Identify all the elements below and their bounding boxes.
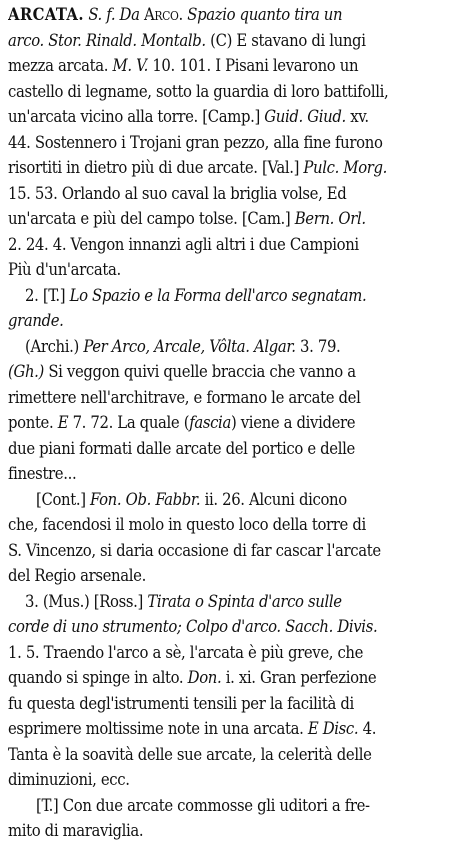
text-segment: fu questa degl'istrumenti tensili per la facilità di — [8, 693, 354, 713]
text-line — [8, 461, 463, 487]
text-line — [8, 104, 463, 130]
text-line — [8, 155, 463, 181]
text-segment: un'arcata vicino alla torre. [Camp.] — [8, 107, 265, 126]
text-segment: 44. Sostennero i Trojani gran pezzo, alla fine furono — [8, 132, 383, 152]
text-line — [8, 665, 463, 691]
text-segment: castello di legname, sotto la guardia di loro battifolli, — [8, 81, 389, 101]
text-line — [8, 181, 463, 207]
text-segment: Don. — [187, 668, 222, 687]
text-segment: risortiti in dietro più di due arcate. [Val.] — [8, 158, 304, 177]
text-line — [8, 385, 463, 411]
text-line — [8, 53, 463, 79]
text-segment: diminuzioni, ecc. — [8, 770, 130, 789]
text-segment: quando si spinge in alto. — [8, 668, 188, 687]
text-segment: 3. 79. — [295, 336, 341, 356]
text-segment: 2. 24. 4. Vengon innanzi agli altri i due Campioni — [8, 234, 359, 254]
text-segment: ii. 26. Alcuni dicono — [200, 489, 347, 509]
text-segment: grande. — [8, 311, 64, 330]
text-segment: Più d'un'arcata. — [8, 260, 121, 279]
text-line — [8, 589, 463, 615]
text-line — [8, 742, 463, 768]
text-segment: Per Arco, Arcale, Vôlta. Algar. — [83, 336, 296, 356]
text-segment: S. f. Da — [88, 5, 144, 24]
text-line — [8, 436, 463, 462]
text-line — [8, 232, 463, 258]
text-segment: Si veggon quivi quelle braccia che vanno a — [43, 362, 356, 381]
text-line — [8, 640, 463, 666]
text-segment: Bern. Orl. — [294, 209, 366, 228]
text-segment: Spazio quanto tira un — [187, 5, 343, 24]
text-line — [8, 538, 463, 564]
text-segment: Arco — [143, 5, 179, 24]
text-line — [8, 283, 463, 309]
text-segment: ) viene a dividere — [230, 413, 356, 432]
text-segment: finestre... — [8, 464, 77, 483]
text-segment: (Gh.) — [8, 362, 44, 381]
text-line — [8, 359, 463, 385]
text-line — [8, 512, 463, 538]
text-segment: mezza arcata. — [8, 56, 113, 75]
text-segment: 7. 72. La quale ( — [68, 413, 190, 432]
text-line — [8, 767, 463, 793]
text-line — [8, 818, 463, 844]
text-line — [8, 793, 463, 819]
text-segment: Fon. Ob. Fabbr. — [90, 489, 201, 509]
text-line — [8, 308, 463, 334]
text-segment: Tirata o Spinta d'arco sulle — [147, 591, 342, 611]
text-segment: 1. 5. Traendo l'arco a sè, l'arcata è più greve, che — [8, 642, 364, 662]
text-segment: (C) E stavano di lungi — [205, 30, 366, 50]
text-segment: 2. [T.] — [25, 285, 70, 305]
text-segment: i. xi. Gran perfezione — [221, 668, 377, 687]
text-line — [8, 691, 463, 717]
text-segment: 10. 101. I Pisani levarono un — [147, 56, 359, 75]
text-segment: fascia — [189, 413, 231, 432]
text-line — [8, 563, 463, 589]
text-line — [8, 2, 463, 28]
text-segment: due piani formati dalle arcate del portico e delle — [8, 438, 355, 458]
text-segment: 3. (Mus.) [Ross.] — [25, 591, 148, 611]
text-segment: 4. — [358, 719, 377, 738]
text-segment: Lo Spazio e la Forma dell'arco segnatam. — [69, 285, 367, 305]
text-segment: . — [178, 5, 188, 24]
text-segment: rimettere nell'architrave, e formano le arcate del — [8, 387, 361, 407]
text-line — [8, 487, 463, 513]
headword: ARCATA. — [8, 5, 84, 24]
text-segment: Guid. Giud. — [264, 107, 346, 126]
text-line — [8, 334, 463, 360]
text-segment: esprimere moltissime note in una arcata. — [8, 719, 308, 738]
text-line — [8, 130, 463, 156]
text-segment: xv. — [345, 107, 369, 126]
text-segment: mito di maraviglia. — [8, 821, 144, 840]
text-line — [8, 79, 463, 105]
text-segment: [T.] Con due arcate commosse gli uditori a fre- — [36, 795, 370, 815]
text-segment: che, facendosi il molo in questo loco della torre di — [8, 515, 366, 534]
text-segment: del Regio arsenale. — [8, 566, 146, 585]
text-segment: arco. Stor. Rinald. Montalb. — [8, 30, 206, 50]
text-segment: E — [57, 413, 69, 432]
entry-arcata — [8, 2, 463, 844]
text-segment: E Disc. — [307, 719, 359, 738]
text-line — [8, 410, 463, 436]
text-segment: M. V. — [112, 56, 148, 75]
text-segment: 15. 53. Orlando al suo caval la briglia volse, Ed — [8, 183, 347, 203]
text-line — [8, 257, 463, 283]
text-line — [8, 716, 463, 742]
text-segment: ponte. — [8, 413, 58, 432]
text-segment: Pulc. Morg. — [303, 158, 388, 177]
text-segment: (Archi.) — [25, 336, 84, 356]
text-segment: S. Vincenzo, si daria occasione di far cascar l'arcate — [8, 540, 381, 560]
text-segment: corde di uno strumento; Colpo d'arco. Sacch. Divis. — [8, 617, 378, 636]
text-line — [8, 28, 463, 54]
text-line — [8, 614, 463, 640]
text-line — [8, 206, 463, 232]
text-segment: un'arcata e più del campo tolse. [Cam.] — [8, 209, 295, 228]
text-segment: [Cont.] — [36, 489, 91, 509]
text-segment: Tanta è la soavità delle sue arcate, la celerità delle — [8, 744, 372, 764]
